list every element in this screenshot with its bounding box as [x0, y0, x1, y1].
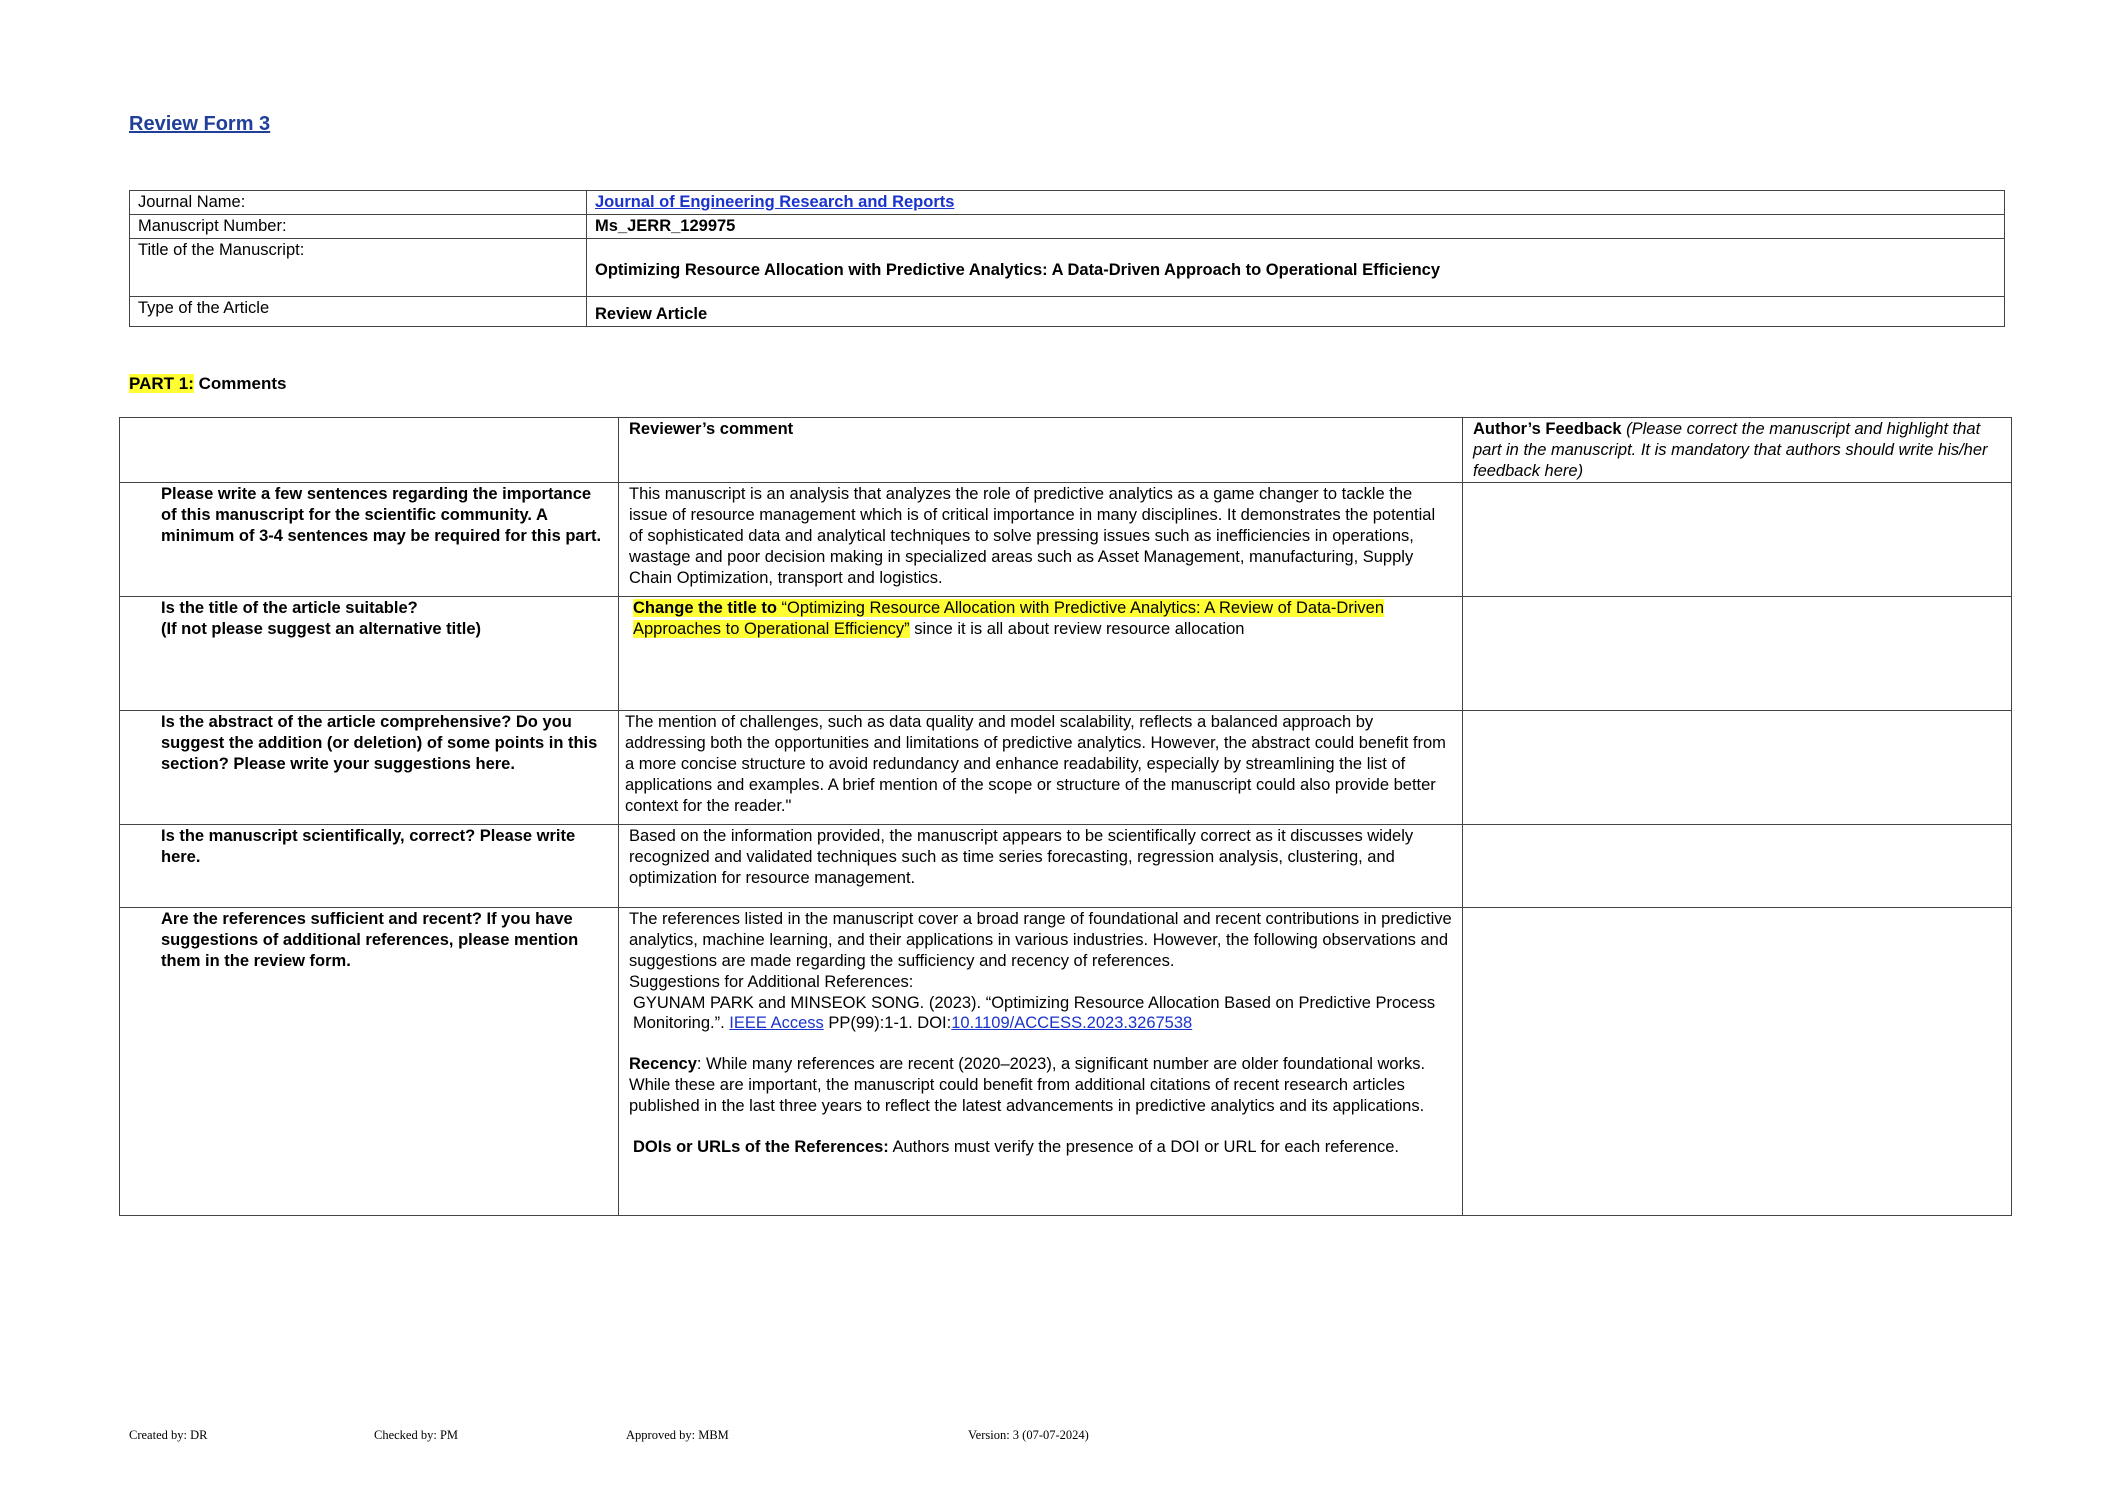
author-feedback-title: Author’s Feedback: [1473, 420, 1622, 438]
title-change-label: Change the title to: [633, 599, 782, 618]
author-feedback-references[interactable]: [1463, 908, 2012, 1216]
part-heading: [129, 374, 286, 394]
comments-table: [119, 417, 2012, 1216]
recency-label: Recency: [629, 1055, 697, 1074]
author-feedback-scientific[interactable]: [1463, 825, 2012, 908]
article-type-label: Type of the Article: [130, 297, 587, 327]
doi-text: Authors must verify the presence of a DOI or URL for each reference.: [888, 1137, 1400, 1156]
title-comment-reason: since it is all about review resource allocation: [909, 620, 1245, 639]
manuscript-title-label: Title of the Manuscript:: [130, 239, 587, 297]
comment-row-abstract: [120, 711, 2012, 825]
footer-checked-by: Checked by: PM: [374, 1428, 459, 1442]
reviewer-comment-abstract: The mention of challenges, such as data quality and model scalability, reflects a balanced approach by addressing both the opportunities and limitations of predictive analytics. However, the abstract could benefit from a more concise structure to avoid redundancy and enhance readability, especially by streamlining the list of applications and examples. A brief mention of the scope or structure of the manuscript could also provide better context for the reader.": [619, 711, 1463, 825]
reviewer-comment-scientific: Based on the information provided, the manuscript appears to be scientifically correct as it discusses widely recognized and validated techniques such as time series forecasting, regression analysis, clustering, and optimization for resource management.: [619, 825, 1463, 908]
article-type-row: [130, 297, 2005, 327]
manuscript-title-row: [130, 239, 2005, 297]
header-row: [120, 418, 2012, 483]
question-title-line2: (If not please suggest an alternative title): [161, 620, 481, 639]
journal-link[interactable]: Journal of Engineering Research and Reports: [595, 193, 955, 211]
author-feedback-abstract[interactable]: [1463, 711, 2012, 825]
references-intro: The references listed in the manuscript cover a broad range of foundational and recent contributions in predictive analytics, machine learning, and their applications in various industries. However, the following observations and suggestions are made regarding the sufficiency and recency of references.: [629, 910, 1452, 970]
question-scientific: Is the manuscript scientifically, correct? Please write here.: [120, 825, 619, 908]
suggested-reference: [629, 993, 1452, 1035]
reviewer-comment-title: [619, 597, 1463, 711]
footer-approved-by: Approved by: MBM: [626, 1428, 729, 1442]
manuscript-number-row: [130, 215, 2005, 239]
manuscript-title-value: Optimizing Resource Allocation with Predictive Analytics: A Data-Driven Approach to Operational Efficiency: [587, 239, 2005, 297]
ieee-access-link[interactable]: IEEE Access: [729, 1014, 824, 1033]
question-references: Are the references sufficient and recent? If you have suggestions of additional references, please mention them in the review form.: [120, 908, 619, 1216]
question-title: [120, 597, 619, 711]
footer-version: Version: 3 (07-07-2024): [968, 1428, 1089, 1442]
journal-label: Journal Name:: [130, 191, 587, 215]
part-title: Comments: [198, 374, 287, 393]
reviewer-comment-header: Reviewer’s comment: [619, 418, 1463, 483]
footer-created-by: Created by: DR: [129, 1428, 208, 1442]
author-feedback-title-cell[interactable]: [1463, 597, 2012, 711]
recency-paragraph: [629, 1054, 1452, 1116]
journal-row: [130, 191, 2005, 215]
reviewer-comment-importance: This manuscript is an analysis that analyzes the role of predictive analytics as a game changer to tackle the issue of resource management which is of critical importance in many disciplines. It demonstrates the potential of sophisticated data and analytical techniques to solve pressing issues such as inefficiencies in operations, wastage and poor decision making in specialized areas such as Asset Management, manufacturing, Supply Chain Optimization, transport and logistics.: [619, 483, 1463, 597]
manuscript-number-value: Ms_JERR_129975: [587, 215, 2005, 239]
reviewer-comment-references: [619, 908, 1463, 1216]
manuscript-info-table: [129, 190, 2005, 327]
comment-row-scientific: [120, 825, 2012, 908]
suggestions-label: Suggestions for Additional References:: [629, 972, 914, 991]
reference-text: GYUNAM PARK and MINSEOK SONG. (2023). “Optimizing Resource Allocation Based on Predictive Process Monitoring.”.: [633, 993, 1436, 1033]
doi-label: DOIs or URLs of the References:: [633, 1137, 889, 1156]
question-importance: Please write a few sentences regarding the importance of this manuscript for the scientific community. A minimum of 3-4 sentences may be required for this part.: [120, 483, 619, 597]
author-feedback-header: [1463, 418, 2012, 483]
comment-row-references: [120, 908, 2012, 1216]
author-feedback-importance[interactable]: [1463, 483, 2012, 597]
suggested-title: “Optimizing Resource Allocation with Predictive Analytics: A Review of Data-Driven Approaches to Operational Efficiency”: [633, 599, 1384, 639]
form-title[interactable]: Review Form 3: [129, 113, 271, 135]
comment-row-title: [120, 597, 2012, 711]
manuscript-number-label: Manuscript Number:: [130, 215, 587, 239]
doi-paragraph: [629, 1137, 1452, 1158]
author-feedback-instructions: (Please correct the manuscript and highlight that part in the manuscript. It is mandatory that authors should write his/her feedback here): [1473, 420, 1988, 480]
comment-row-importance: [120, 483, 2012, 597]
recency-text: : While many references are recent (2020–2023), a significant number are older foundational works. While these are important, the manuscript could benefit from additional citations of recent research articles published in the last three years to reflect the latest advancements in predictive analytics and its applications.: [629, 1055, 1426, 1115]
part-label: PART 1:: [129, 374, 194, 393]
doi-link[interactable]: 10.1109/ACCESS.2023.3267538: [951, 1014, 1193, 1033]
reference-volume: PP(99):1-1. DOI:: [823, 1014, 952, 1033]
question-title-line1: Is the title of the article suitable?: [161, 599, 418, 618]
header-empty-cell: [120, 418, 619, 483]
question-abstract: Is the abstract of the article comprehensive? Do you suggest the addition (or deletion) of some points in this section? Please write your suggestions here.: [120, 711, 619, 825]
article-type-value: Review Article: [587, 297, 2005, 327]
